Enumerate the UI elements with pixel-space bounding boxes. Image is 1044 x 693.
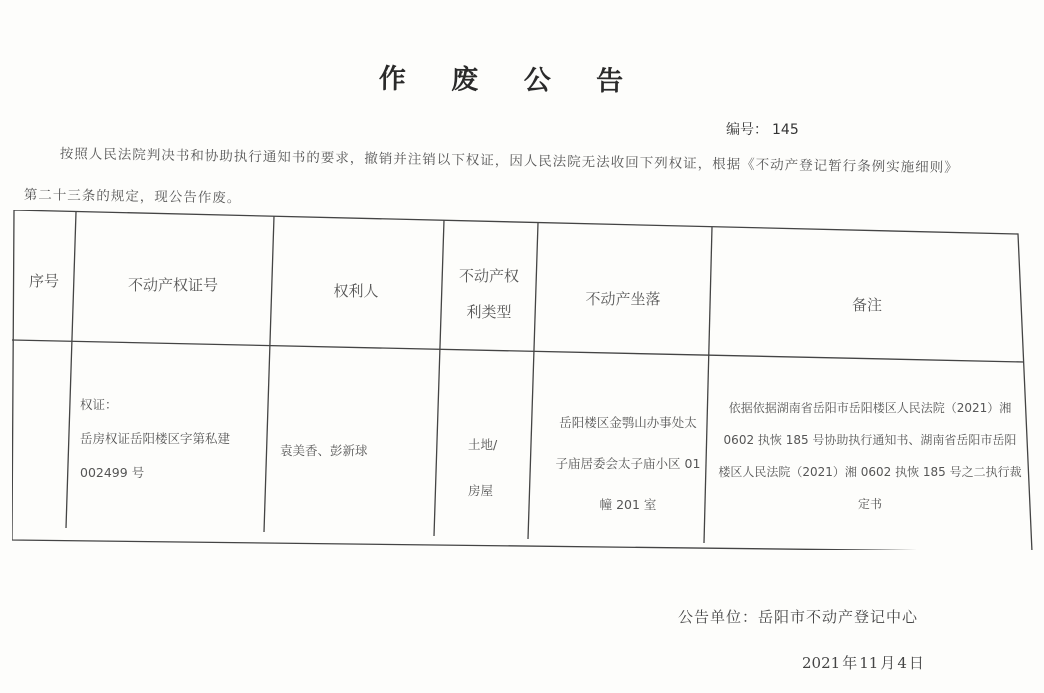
table-row-owner: 袁美香、彭新球 bbox=[280, 443, 368, 458]
cert-line-2: 岳房权证岳阳楼区字第私建 bbox=[80, 431, 231, 446]
header-cert-no: 不动产权证号 bbox=[127, 275, 218, 294]
cert-line-3: 002499 号 bbox=[80, 465, 145, 480]
intro-paragraph-line-1: 按照人民法院判决书和协助执行通知书的要求，撤销并注销以下权证，因人民法院无法收回下列权证，根据《不动产登记暂行条例实施细则》 bbox=[59, 145, 959, 177]
table-row-cert-no bbox=[80, 388, 270, 490]
header-location: 不动产坐落 bbox=[585, 289, 661, 308]
date-year: 2021 bbox=[802, 654, 841, 672]
cancellation-table bbox=[12, 210, 1036, 550]
table-row-location bbox=[548, 402, 708, 525]
page-title: 作 废 公 告 bbox=[378, 63, 642, 98]
issue-date bbox=[802, 652, 926, 673]
header-index: 序号 bbox=[28, 271, 59, 290]
date-day: 4 bbox=[897, 654, 907, 672]
header-owner: 权利人 bbox=[333, 281, 379, 300]
remarks-line-4: 定书 bbox=[857, 497, 882, 511]
date-day-char: 日 bbox=[908, 654, 924, 672]
date-month: 11 bbox=[859, 654, 879, 672]
type-line-1: 土地/ bbox=[468, 437, 498, 452]
issuing-unit bbox=[678, 606, 918, 627]
location-line-1: 岳阳楼区金鹗山办事处太 bbox=[559, 415, 697, 430]
date-month-char: 月 bbox=[880, 654, 896, 672]
serial-number bbox=[726, 119, 799, 139]
table-row-remarks bbox=[714, 392, 1026, 520]
intro-paragraph-line-2: 第二十三条的规定，现公告作废。 bbox=[23, 186, 242, 207]
remarks-line-3: 楼区人民法院（2021）湘 0602 执恢 185 号之二执行裁 bbox=[718, 465, 1022, 479]
serial-value: 145 bbox=[772, 122, 799, 138]
date-year-char: 年 bbox=[842, 654, 858, 672]
header-remarks: 备注 bbox=[851, 295, 882, 314]
header-divider bbox=[12, 340, 1024, 362]
type-line-2: 房屋 bbox=[468, 483, 494, 498]
header-type-line-1: 不动产权 bbox=[458, 267, 519, 285]
table-row-right-type bbox=[468, 422, 528, 514]
location-line-3: 幢 201 室 bbox=[599, 497, 657, 512]
header-type-line-2: 利类型 bbox=[466, 303, 512, 321]
header-right-type bbox=[442, 254, 536, 334]
issuing-unit-name: 岳阳市不动产登记中心 bbox=[758, 608, 919, 626]
cert-line-1: 权证： bbox=[80, 397, 118, 412]
issuing-unit-label: 公告单位： bbox=[678, 608, 759, 626]
remarks-line-1: 依据依据湖南省岳阳市岳阳楼区人民法院（2021）湘 bbox=[728, 401, 1012, 415]
serial-label: 编号： bbox=[726, 122, 768, 138]
remarks-line-2: 0602 执恢 185 号协助执行通知书、湖南省岳阳市岳阳 bbox=[723, 433, 1017, 447]
location-line-2: 子庙居委会太子庙小区 01 bbox=[555, 456, 701, 471]
